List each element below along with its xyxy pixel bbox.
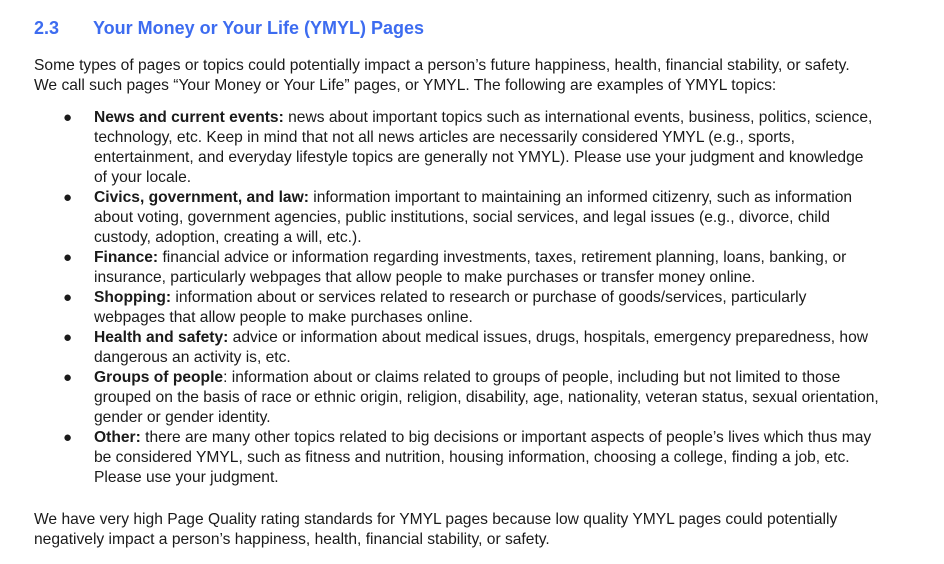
list-item-other — [34, 428, 934, 488]
ymyl-topics-list — [34, 108, 934, 488]
intro-line: Some types of pages or topics could potentially impact a person’s future happiness, health, financial stability, or safety. — [34, 57, 850, 74]
intro-paragraph — [34, 56, 924, 96]
topic-text: there are many other topics related to big decisions or important aspects of people’s lives which thus may — [140, 429, 872, 446]
topic-text: grouped on the basis of race or ethnic origin, religion, disability, age, nationality, veteran status, sexual orientation, — [94, 389, 879, 406]
bullet-icon: ● — [63, 189, 73, 206]
section-number: 2.3 — [34, 18, 60, 38]
section-heading — [34, 16, 424, 40]
bullet-icon: ● — [63, 369, 73, 386]
topic-term: Finance: — [94, 249, 159, 266]
closing-paragraph — [34, 510, 924, 550]
list-item-groups — [34, 368, 934, 428]
topic-term: News and current events: — [94, 109, 284, 126]
topic-text: gender or gender identity. — [94, 409, 271, 426]
topic-text: about voting, government agencies, public institutions, social services, and legal issues (e.g., divorce, child — [94, 209, 830, 226]
topic-term: Other: — [94, 429, 141, 446]
topic-text: Please use your judgment. — [94, 469, 279, 486]
bullet-icon: ● — [63, 429, 73, 446]
topic-text: of your locale. — [94, 169, 192, 186]
topic-term: Civics, government, and law: — [94, 189, 309, 206]
bullet-icon: ● — [63, 289, 73, 306]
topic-term: Health and safety: — [94, 329, 229, 346]
bullet-icon: ● — [63, 109, 73, 126]
closing-line: negatively impact a person’s happiness, health, financial stability, or safety. — [34, 531, 550, 548]
topic-text: custody, adoption, creating a will, etc.). — [94, 229, 362, 246]
list-item-health — [34, 328, 934, 368]
bullet-icon: ● — [63, 249, 73, 266]
list-item-news — [34, 108, 934, 188]
topic-text: : information about or claims related to groups of people, including but not limited to those — [223, 369, 841, 386]
topic-text: entertainment, and everyday lifestyle topics are generally not YMYL). Please use your judgment and knowledge — [94, 149, 864, 166]
topic-text: information about or services related to research or purchase of goods/services, particularly — [171, 289, 807, 306]
topic-term: Shopping: — [94, 289, 172, 306]
list-item-shopping — [34, 288, 934, 328]
topic-text: insurance, particularly webpages that allow people to make purchases or transfer money online. — [94, 269, 756, 286]
topic-text: advice or information about medical issues, drugs, hospitals, emergency preparedness, how — [228, 329, 869, 346]
topic-text: news about important topics such as international events, business, politics, science, — [283, 109, 873, 126]
bullet-icon: ● — [63, 329, 73, 346]
topic-text: dangerous an activity is, etc. — [94, 349, 291, 366]
closing-line: We have very high Page Quality rating standards for YMYL pages because low quality YMYL pages could potentially — [34, 511, 838, 528]
intro-line: We call such pages “Your Money or Your Life” pages, or YMYL. The following are examples of YMYL topics: — [34, 77, 777, 94]
list-item-finance — [34, 248, 934, 288]
topic-text: financial advice or information regarding investments, taxes, retirement planning, loans, banking, or — [158, 249, 847, 266]
topic-text: technology, etc. Keep in mind that not all news articles are necessarily considered YMYL (e.g., sports, — [94, 129, 795, 146]
topic-text: be considered YMYL, such as fitness and nutrition, housing information, choosing a college, finding a job, etc. — [94, 449, 850, 466]
list-item-civics — [34, 188, 934, 248]
topic-text: information important to maintaining an informed citizenry, such as information — [308, 189, 853, 206]
topic-text: webpages that allow people to make purchases online. — [94, 309, 473, 326]
section-title: Your Money or Your Life (YMYL) Pages — [93, 18, 425, 38]
topic-term: Groups of people — [94, 369, 224, 386]
